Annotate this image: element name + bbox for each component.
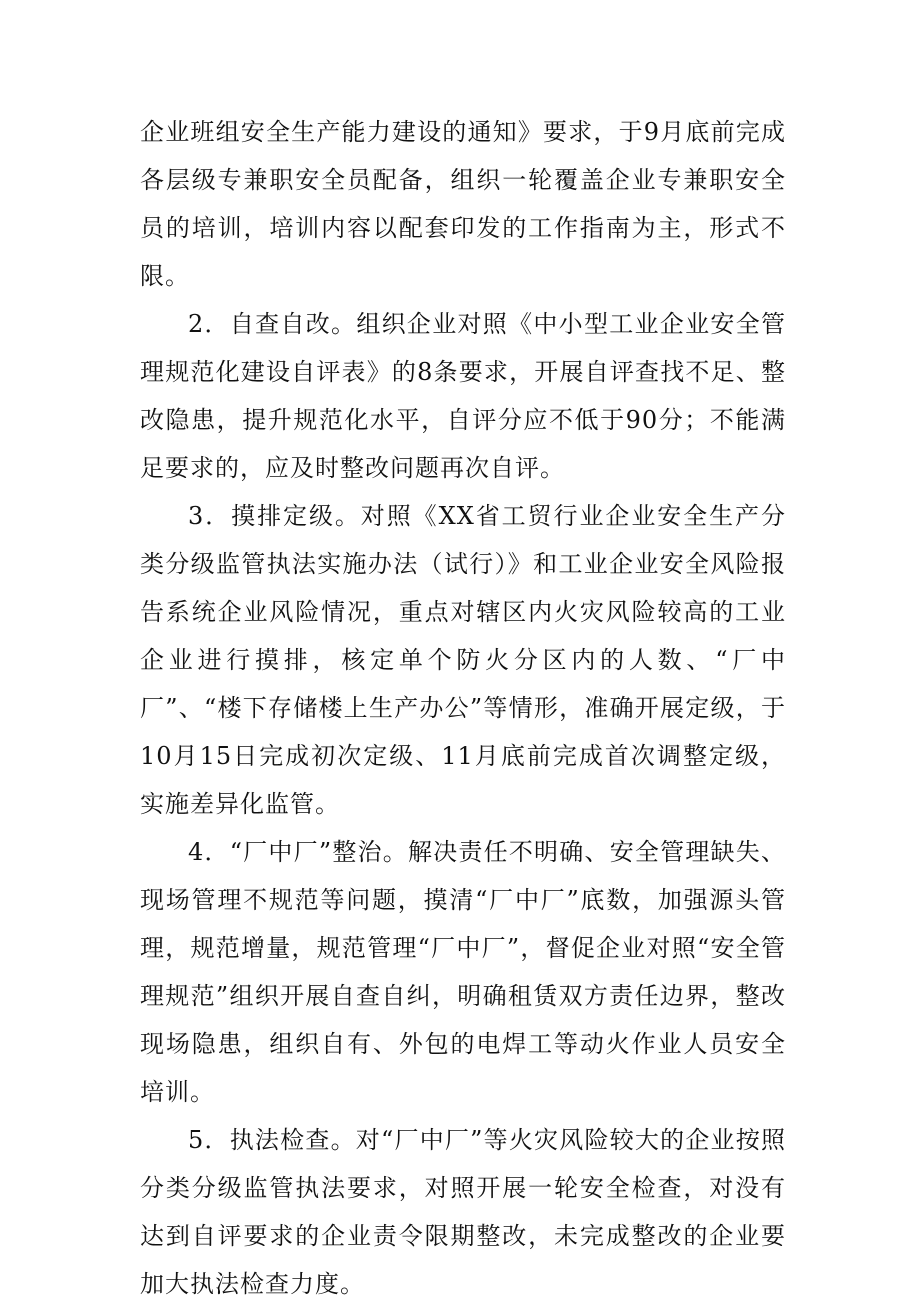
paragraph-item-5-enforcement: 5．执法检查。对“厂中厂”等火灾风险较大的企业按照分类分级监管执法要求，对照开展一轮安全检查，对没有达到自评要求的企业责令限期整改，未完成整改的企业要加大执法检查力度。 bbox=[140, 1126, 786, 1298]
document-body bbox=[140, 108, 786, 1308]
paragraph-continuation: 企业班组安全生产能力建设的通知》要求，于9月底前完成各层级专兼职安全员配备，组织一轮覆盖企业专兼职安全员的培训，培训内容以配套印发的工作指南为主，形式不限。 bbox=[140, 118, 786, 290]
paragraph-item-3-grading: 3．摸排定级。对照《XX省工贸行业企业安全生产分类分级监管执法实施办法（试行）》和工业企业安全风险报告系统企业风险情况，重点对辖区内火灾风险较高的工业企业进行摸排，核定单个防火分区内的人数、“厂中厂”、“楼下存储楼上生产办公”等情形，准确开展定级，于10月15日完成初次定级、11月底前完成首次调整定级，实施差异化监管。 bbox=[140, 502, 786, 818]
paragraph-item-2-self-inspection: 2．自查自改。组织企业对照《中小型工业企业安全管理规范化建设自评表》的8条要求，开展自评查找不足、整改隐患，提升规范化水平，自评分应不低于90分；不能满足要求的，应及时整改问题再次自评。 bbox=[140, 310, 786, 482]
paragraph-item-4-factory-in-factory: 4．“厂中厂”整治。解决责任不明确、安全管理缺失、现场管理不规范等问题，摸清“厂中厂”底数，加强源头管理，规范增量，规范管理“厂中厂”，督促企业对照“安全管理规范”组织开展自查自纠，明确租赁双方责任边界，整改现场隐患，组织自有、外包的电焊工等动火作业人员安全培训。 bbox=[140, 838, 786, 1106]
